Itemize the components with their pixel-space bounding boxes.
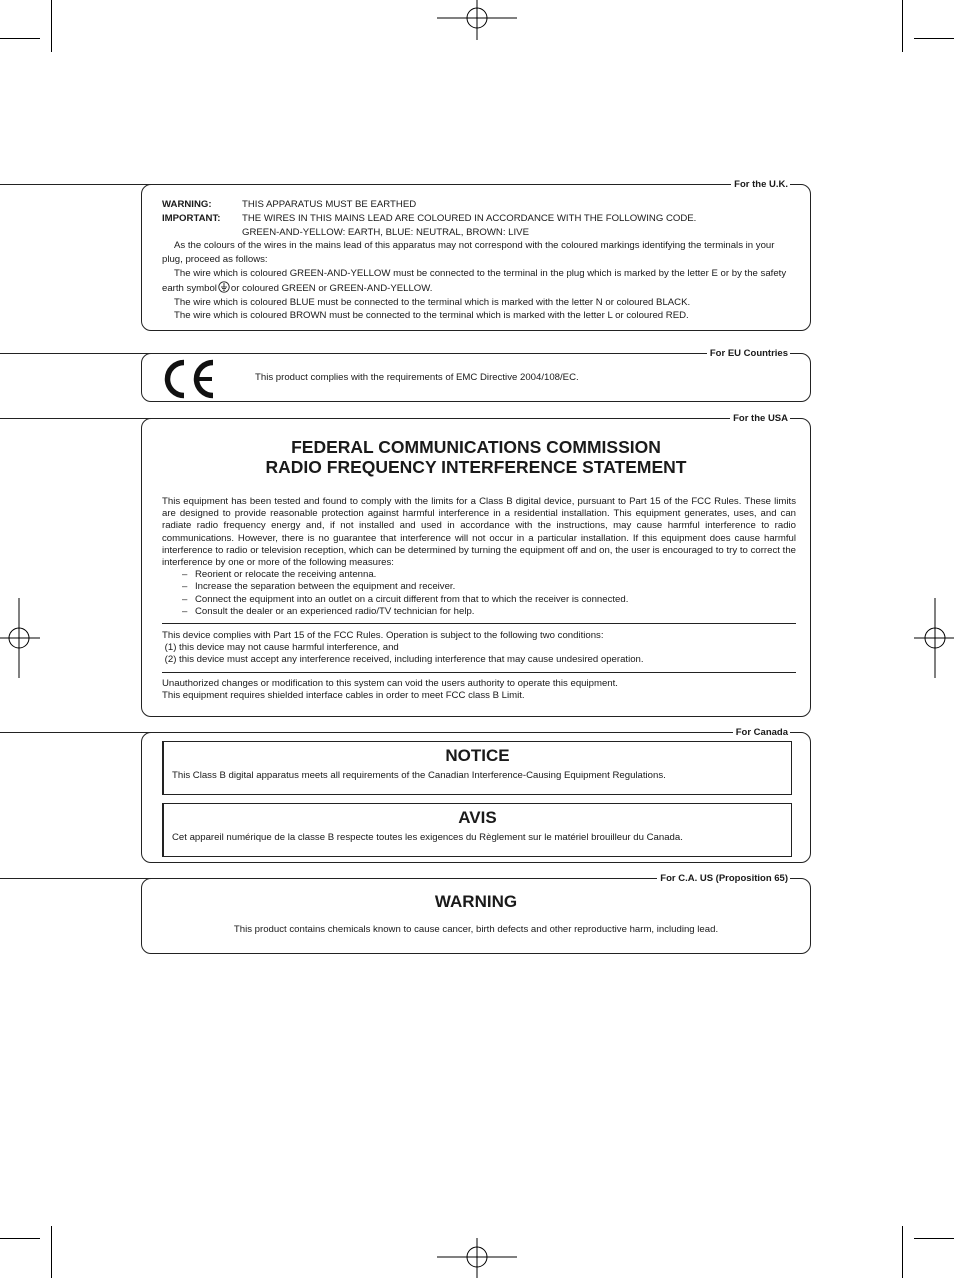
fcc-divider bbox=[162, 672, 796, 673]
registration-mark-left bbox=[0, 598, 40, 678]
eu-compliance-text: This product complies with the requirements of EMC Directive 2004/108/EC. bbox=[255, 372, 579, 383]
ce-mark-icon bbox=[160, 359, 218, 399]
usa-fcc-box bbox=[141, 413, 811, 717]
earth-symbol-icon bbox=[218, 281, 230, 293]
uk-warning-text: THIS APPARATUS MUST BE EARTHED bbox=[242, 199, 417, 210]
registration-mark-right bbox=[914, 598, 954, 678]
fcc-divider bbox=[162, 623, 796, 624]
notice-text: This Class B digital apparatus meets all requirements of the Canadian Interference-Causing Equipment Regulations. bbox=[172, 770, 666, 781]
fcc-title-line-2: RADIO FREQUENCY INTERFERENCE STATEMENT bbox=[265, 457, 687, 477]
prop65-region-tag: For C.A. US (Proposition 65) bbox=[657, 872, 790, 885]
fcc-condition-2: (2) this device must accept any interference received, including interference that may cause undesired operation. bbox=[162, 654, 644, 666]
uk-important-text: THE WIRES IN THIS MAINS LEAD ARE COLOURED IN ACCORDANCE WITH THE FOLLOWING CODE. bbox=[242, 212, 697, 224]
avis-title: AVIS bbox=[458, 808, 497, 827]
fcc-paragraph-3: Unauthorized changes or modification to this system can void the users authority to operate this equipment. This equipment requires shielded interface cables in order to meet FCC class B Limit. bbox=[162, 678, 618, 702]
canada-region-tag: For Canada bbox=[733, 726, 790, 739]
registration-mark-bottom bbox=[437, 1238, 517, 1278]
registration-mark-top bbox=[437, 0, 517, 40]
canada-notice-box bbox=[141, 727, 811, 863]
usa-region-tag: For the USA bbox=[730, 412, 790, 425]
prop65-title: WARNING bbox=[434, 892, 518, 911]
fcc-bullet: – Increase the separation between the equipment and receiver. bbox=[182, 581, 456, 593]
fcc-body bbox=[162, 496, 796, 618]
prop65-text: This product contains chemicals known to cause cancer, birth defects and other reproductive harm, including lead. bbox=[233, 924, 719, 935]
fcc-paragraph-1: This equipment has been tested and found to comply with the limits for a Class B digital device, pursuant to Part 15 of the FCC Rules. These limits are designed to provide reasonable protection against harmful interference in a residential installation. This equipment generates, uses, and can radiate radio frequency energy and, if not installed and used in accordance with the instructions, may cause harmful interference to radio communications. However, there is no guarantee that interference will not occur in a particular installation. If this equipment does cause harmful interference to radio or television reception, which can be determined by turning the equipment off and on, the user is encouraged to try to correct the interference by one or more of the following measures: bbox=[162, 496, 796, 569]
fcc-bullet: – Consult the dealer or an experienced radio/TV technician for help. bbox=[182, 605, 475, 617]
fcc-title bbox=[142, 437, 810, 477]
uk-warning-label: WARNING: bbox=[162, 199, 212, 210]
avis-text: Cet appareil numérique de la classe B respecte toutes les exigences du Règlement sur le matériel brouilleur du Canada. bbox=[172, 832, 683, 843]
notice-title: NOTICE bbox=[445, 746, 510, 765]
uk-paragraph-1: As the colours of the wires in the mains lead of this apparatus may not correspond with the coloured markings identifying the terminals in your plug, proceed as follows: bbox=[162, 240, 775, 266]
uk-paragraph-4: The wire which is coloured BROWN must be connected to the terminal which is marked with the letter L or coloured RED. bbox=[174, 310, 689, 322]
fcc-paragraph-2: This device complies with Part 15 of the FCC Rules. Operation is subject to the following two conditions: (1) this device may not cause harmful interference, and (2) this device must accept any interference received, including interference that may cause undesired operation. bbox=[162, 630, 796, 667]
fcc-bullet: – Connect the equipment into an outlet on a circuit different from that to which the receiver is connected. bbox=[182, 593, 629, 605]
eu-region-tag: For EU Countries bbox=[707, 347, 790, 360]
uk-code-text: GREEN-AND-YELLOW: EARTH, BLUE: NEUTRAL, BROWN: LIVE bbox=[242, 226, 529, 238]
prop65-warning-box bbox=[141, 873, 811, 954]
uk-paragraph-3: The wire which is coloured BLUE must be connected to the terminal which is marked with the letter N or coloured BLACK. bbox=[174, 296, 691, 308]
uk-paragraph-2: The wire which is coloured GREEN-AND-YELLOW must be connected to the terminal in the plug which is marked by the letter E or by the safety earth symbol or coloured GREEN or GREEN-AND-YELLOW. bbox=[162, 267, 787, 294]
fcc-bullet: – Reorient or relocate the receiving antenna. bbox=[182, 569, 377, 581]
eu-notice-box bbox=[141, 348, 811, 402]
uk-region-tag: For the U.K. bbox=[731, 178, 790, 191]
fcc-title-line-1: FEDERAL COMMUNICATIONS COMMISSION bbox=[291, 437, 661, 457]
avis-panel bbox=[162, 803, 792, 857]
uk-notice-box bbox=[141, 179, 811, 331]
notice-panel bbox=[162, 741, 792, 795]
fcc-condition-1: (1) this device may not cause harmful interference, and bbox=[162, 642, 399, 654]
uk-important-label: IMPORTANT: bbox=[162, 212, 221, 224]
